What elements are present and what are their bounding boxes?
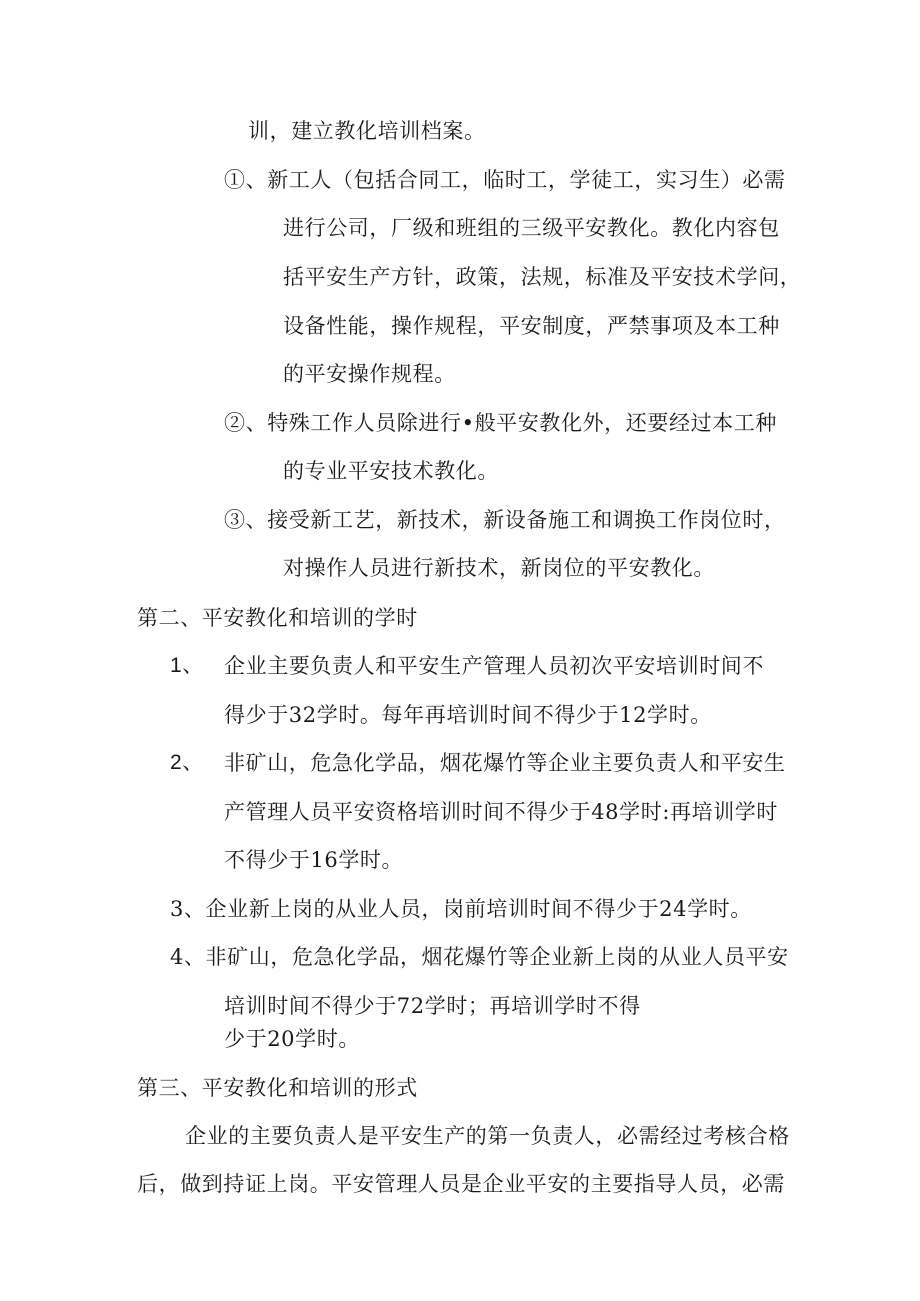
section-heading-2: 第二、平安教化和培训的学时 [137, 606, 418, 630]
text-line-19: 培训时间不得少于72学时；再培训学时不得 [224, 994, 641, 1018]
list-number-1: 1、 [170, 654, 204, 677]
text-line-16: 不得少于16学时。 [224, 848, 404, 872]
text-line-4: 括平安生产方针，政策，法规，标准及平安技术学问， [283, 265, 802, 289]
list-item-circled-2: ②、特殊工作人员除进行•般平安教化外，还要经过本工种 [224, 411, 777, 435]
text-line-5: 设备性能，操作规程，平安制度，严禁事项及本工种 [283, 314, 780, 338]
text-line-3: 进行公司，厂级和班组的三级平安教化。教化内容包 [283, 216, 780, 240]
text-line-8: 的专业平安技术教化。 [283, 459, 499, 483]
list-item-3: 3、企业新上岗的从业人员，岗前培训时间不得少于24学时。 [170, 897, 752, 921]
text-line-20: 少于20学时。 [224, 1027, 360, 1051]
text-line-13: 得少于32学时。每年再培训时间不得少于12学时。 [224, 703, 712, 727]
list-item-4: 4、非矿山，危急化学品，烟花爆竹等企业新上岗的从业人员平安 [170, 945, 789, 969]
paragraph-line-1: 企业的主要负责人是平安生产的第一负责人，必需经过考核合格 [185, 1124, 790, 1148]
section-heading-3: 第三、平安教化和培训的形式 [137, 1076, 418, 1100]
text-line-1: 训，建立教化培训档案。 [248, 119, 486, 143]
list-item-circled-3: ③、接受新工艺，新技术，新设备施工和调换工作岗位时， [224, 508, 786, 532]
list-number-2: 2、 [170, 751, 204, 774]
list-item-1: 企业主要负责人和平安生产管理人员初次平安培训时间不 [224, 654, 764, 678]
text-line-15: 产管理人员平安资格培训时间不得少于48学时:再培训学时 [224, 800, 778, 824]
list-item-2: 非矿山，危急化学品，烟花爆竹等企业主要负责人和平安生 [224, 751, 786, 775]
list-item-circled-1: ①、新工人（包括合同工，临时工，学徒工，实习生）必需 [224, 168, 786, 192]
text-line-10: 对操作人员进行新技术，新岗位的平安教化。 [283, 556, 715, 580]
text-line-6: 的平安操作规程。 [283, 362, 456, 386]
paragraph-line-2: 后，做到持证上岗。平安管理人员是企业平安的主要指导人员，必需 [137, 1172, 785, 1196]
